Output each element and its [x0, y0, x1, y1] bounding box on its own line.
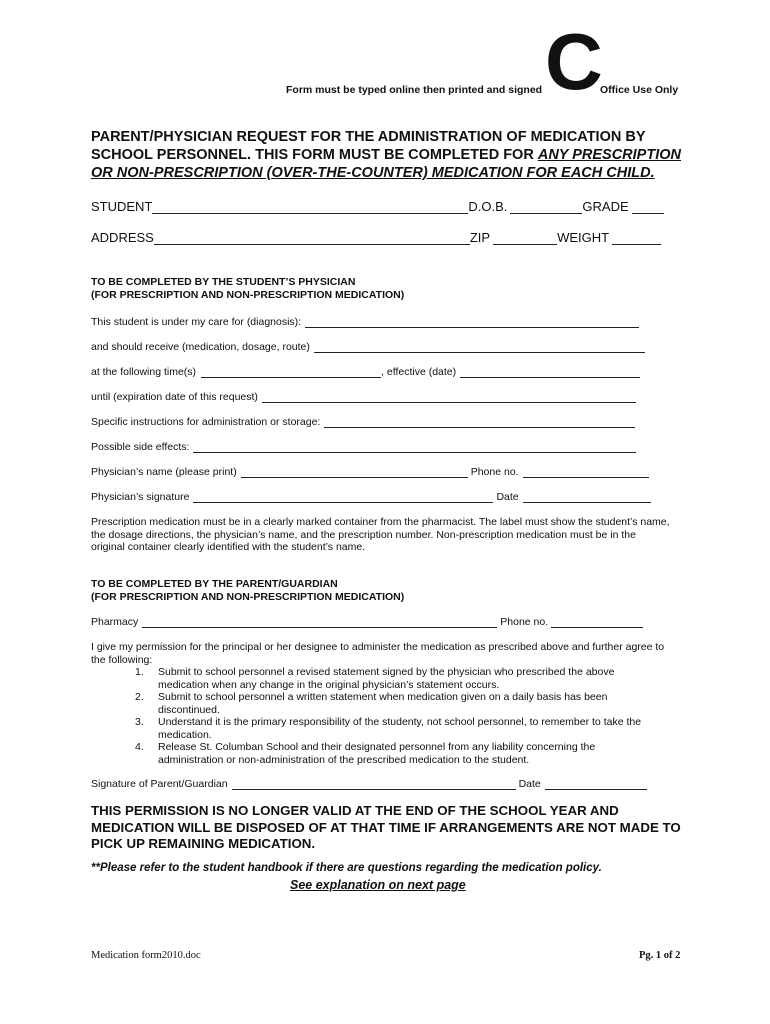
- pharmacy-phone-label: Phone no.: [500, 616, 549, 628]
- parent-signature-row: [91, 778, 647, 790]
- pharmacy-phone-field[interactable]: [551, 617, 643, 628]
- form-title: [91, 128, 691, 182]
- handbook-reference: **Please refer to the student handbook if there are questions regarding the medication policy.: [91, 862, 602, 874]
- student-field[interactable]: [152, 201, 468, 214]
- list-item-text: Release St. Columban School and their designated personnel from any liability concerning the administration or non-administration of the prescribed medication to the student.: [158, 741, 596, 766]
- physician-name-row: [91, 466, 649, 478]
- list-item-number: 2.: [135, 691, 144, 703]
- list-item: [91, 741, 651, 766]
- title-line-2a: SCHOOL PERSONNEL. THIS FORM MUST BE COMPLETED FOR: [91, 147, 538, 163]
- parent-heading-1: TO BE COMPLETED BY THE PARENT/GUARDIAN: [91, 578, 338, 590]
- diagnosis-label: This student is under my care for (diagnosis):: [91, 316, 302, 328]
- until-field[interactable]: [262, 392, 636, 403]
- list-item-number: 3.: [135, 716, 144, 728]
- instructions-row: [91, 416, 635, 428]
- list-item-text: Submit to school personnel a revised statement signed by the physician who prescribed the above medication when any change in the original physician’s statement occurs.: [158, 666, 615, 691]
- grade-label: GRADE: [582, 199, 629, 214]
- parent-date-label: Date: [518, 778, 541, 790]
- times-row: [91, 366, 640, 378]
- effective-field[interactable]: [460, 367, 640, 378]
- list-item: [91, 666, 651, 691]
- title-line-1: PARENT/PHYSICIAN REQUEST FOR THE ADMINISTRATION OF MEDICATION BY: [91, 129, 646, 145]
- diagnosis-field[interactable]: [305, 317, 639, 328]
- physician-phone-field[interactable]: [523, 467, 649, 478]
- list-item-text: Understand it is the primary responsibility of the studenty, not school personnel, to remember to take the medication.: [158, 716, 642, 741]
- next-page-link[interactable]: See explanation on next page: [290, 878, 466, 892]
- physician-name-label: Physician’s name (please print): [91, 466, 237, 478]
- agreement-list: [91, 666, 651, 766]
- title-line-3: OR NON-PRESCRIPTION (OVER-THE-COUNTER) MEDICATION FOR EACH CHILD.: [91, 165, 655, 181]
- title-line-2b: ANY PRESCRIPTION: [537, 147, 681, 163]
- prescription-note: Prescription medication must be in a clearly marked container from the pharmacist. The label must show the student’s name, the dosage directions, the physician’s name, and the prescription number. Non-prescription medication must be in the original container clearly identified with the student’s name.: [91, 516, 670, 553]
- parent-date-field[interactable]: [545, 779, 647, 790]
- until-row: [91, 391, 636, 403]
- physician-signature-label: Physician’s signature: [91, 491, 190, 503]
- physician-signature-field[interactable]: [193, 492, 493, 503]
- times-label: at the following time(s): [91, 366, 197, 378]
- student-label: STUDENT: [91, 199, 153, 214]
- physician-heading: [91, 276, 404, 302]
- instructions-field[interactable]: [324, 417, 635, 428]
- physician-signature-row: [91, 491, 651, 503]
- medication-row: [91, 341, 645, 353]
- address-field[interactable]: [154, 232, 470, 245]
- title-line-2: [91, 146, 691, 164]
- list-item-number: 4.: [135, 741, 144, 753]
- grade-field[interactable]: [632, 201, 664, 214]
- warning-line-1: THIS PERMISSION IS NO LONGER VALID AT THE END OF THE SCHOOL YEAR AND: [91, 803, 619, 818]
- list-item: [91, 691, 651, 716]
- effective-label: , effective (date): [381, 366, 457, 378]
- diagnosis-row: [91, 316, 639, 328]
- medication-field[interactable]: [314, 342, 645, 353]
- until-label: until (expiration date of this request): [91, 391, 258, 403]
- side-effects-field[interactable]: [193, 442, 636, 453]
- student-row: [91, 199, 664, 214]
- weight-label: WEIGHT: [557, 230, 610, 245]
- times-field[interactable]: [201, 367, 381, 378]
- page-number: Pg. 1 of 2: [639, 950, 681, 961]
- form-letter: C: [545, 17, 601, 106]
- list-item-number: 1.: [135, 666, 144, 678]
- zip-field[interactable]: [493, 232, 557, 245]
- zip-label: ZIP: [469, 230, 491, 245]
- warning-line-2: MEDICATION WILL BE DISPOSED OF AT THAT TIME IF ARRANGEMENTS ARE NOT MADE TO: [91, 819, 681, 835]
- office-use-label: Office Use Only: [600, 84, 679, 96]
- medication-label: and should receive (medication, dosage, route): [91, 341, 310, 353]
- physician-heading-2: (FOR PRESCRIPTION AND NON-PRESCRIPTION MEDICATION): [91, 289, 405, 301]
- warning-line-3: PICK UP REMAINING MEDICATION.: [91, 836, 316, 851]
- address-row: [91, 230, 661, 245]
- dob-field[interactable]: [510, 201, 582, 214]
- weight-field[interactable]: [612, 232, 661, 245]
- parent-heading: [91, 578, 404, 604]
- validity-warning: [91, 803, 681, 853]
- physician-date-label: Date: [496, 491, 519, 503]
- pharmacy-row: [91, 616, 643, 628]
- physician-phone-label: Phone no.: [470, 466, 519, 478]
- physician-name-field[interactable]: [241, 467, 468, 478]
- footer-filename: Medication form2010.doc: [91, 950, 201, 961]
- physician-heading-1: TO BE COMPLETED BY THE STUDENT’S PHYSICIAN: [91, 276, 356, 288]
- parent-signature-label: Signature of Parent/Guardian: [91, 778, 228, 790]
- instructions-label: Specific instructions for administration or storage:: [91, 416, 321, 428]
- list-item-text: Submit to school personnel a written statement when medication given on a daily basis has been discontinued.: [158, 691, 608, 716]
- address-label: ADDRESS: [91, 230, 154, 245]
- permission-text: I give my permission for the principal or her designee to administer the medication as prescribed above and further agree to the following:: [91, 641, 665, 666]
- dob-label: D.O.B.: [468, 199, 508, 214]
- list-item: [91, 716, 651, 741]
- pharmacy-field[interactable]: [142, 617, 497, 628]
- pharmacy-label: Pharmacy: [91, 616, 139, 628]
- side-effects-label: Possible side effects:: [91, 441, 190, 453]
- physician-date-field[interactable]: [523, 492, 651, 503]
- parent-signature-field[interactable]: [232, 779, 516, 790]
- parent-heading-2: (FOR PRESCRIPTION AND NON-PRESCRIPTION MEDICATION): [91, 591, 405, 603]
- typed-instruction: Form must be typed online then printed and signed: [286, 84, 543, 96]
- side-effects-row: [91, 441, 636, 453]
